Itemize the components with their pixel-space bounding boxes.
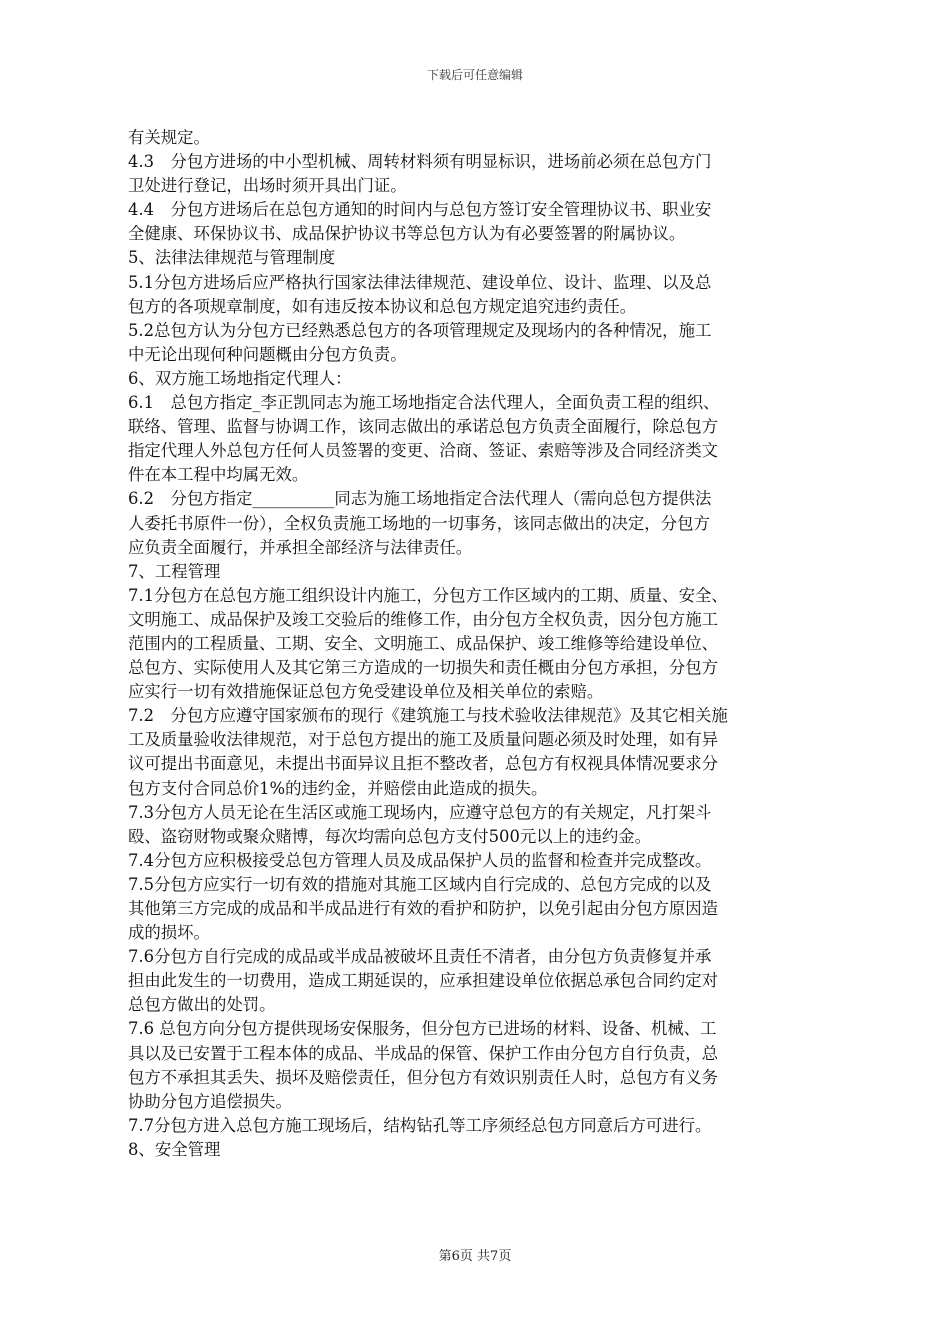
text-line: 4.4 分包方进场后在总包方通知的时间内与总包方签订安全管理协议书、职业安: [128, 200, 712, 220]
text-line: 5.2总包方认为分包方已经熟悉总包方的各项管理规定及现场内的各种情况，施工: [128, 320, 712, 340]
text-line: 殴、盗窃财物或聚众赌博，每次均需向总包方支付500元以上的违约金。: [128, 826, 652, 846]
text-line: 7.6 总包方向分包方提供现场安保服务，但分包方已进场的材料、设备、机械、工: [128, 1019, 717, 1039]
text-line: 7.3分包方人员无论在生活区或施工现场内，应遵守总包方的有关规定，凡打架斗: [128, 802, 712, 822]
text-line: 7.4分包方应积极接受总包方管理人员及成品保护人员的监督和检查并完成整改。: [128, 850, 712, 870]
text-line: 7.6分包方自行完成的成品或半成品被破坏且责任不清者，由分包方负责修复并承: [128, 947, 712, 967]
text-line: 具以及已安置于工程本体的成品、半成品的保管、保护工作由分包方自行负责，总: [128, 1043, 719, 1063]
text-line: 包方不承担其丢失、损坏及赔偿责任，但分包方有效识别责任人时，总包方有义务: [128, 1067, 719, 1087]
text-line: 其他第三方完成的成品和半成品进行有效的看护和防护，以免引起由分包方原因造: [128, 899, 719, 918]
text-line: 6.1 总包方指定_李正凯同志为施工场地指定合法代理人，全面负责工程的组织、: [128, 393, 720, 413]
text-line: 文明施工、成品保护及竣工交验后的维修工作，由分包方全权负责，因分包方施工: [128, 609, 719, 629]
text-line: 件在本工程中均属无效。: [128, 465, 309, 485]
page-header: 下载后可任意编辑: [426, 68, 523, 82]
text-line: 协助分包方追偿损失。: [128, 1091, 292, 1111]
text-line: 7.2 分包方应遵守国家颁布的现行《建筑施工与技术验收法律规范》及其它相关施: [128, 706, 728, 726]
text-line: 包方支付合同总价1%的违约金，并赔偿由此造成的损失。: [128, 778, 548, 798]
text-line: 6.2 分包方指定__________同志为施工场地指定合法代理人（需向总包方提供法: [128, 489, 712, 509]
text-line: 有关规定。: [128, 128, 210, 147]
text-line: 范围内的工程质量、工期、安全、文明施工、成品保护、竣工维修等给建设单位、: [128, 633, 719, 653]
text-line: 联络、管理、监督与协调工作，该同志做出的承诺总包方负责全面履行，除总包方: [128, 417, 719, 437]
text-line: 8、安全管理: [128, 1139, 221, 1159]
text-line: 应实行一切有效措施保证总包方免受建设单位及相关单位的索赔。: [128, 682, 604, 702]
text-line: 应负责全面履行，并承担全部经济与法律责任。: [128, 537, 473, 557]
text-line: 7.5分包方应实行一切有效的措施对其施工区域内自行完成的、总包方完成的以及: [128, 874, 712, 894]
text-line: 议可提出书面意见，未提出书面异议且拒不整改者，总包方有权视具体情况要求分: [128, 754, 719, 774]
text-line: 中无论出现何种问题概由分包方负责。: [128, 344, 407, 364]
text-line: 担由此发生的一切费用，造成工期延误的，应承担建设单位依据总承包合同约定对: [128, 971, 719, 991]
document-body: [128, 126, 824, 1162]
text-line: 包方的各项规章制度，如有违反按本协议和总包方规定追究违约责任。: [128, 296, 637, 316]
text-line: 总包方做出的处罚。: [128, 995, 276, 1015]
text-line: 全健康、环保协议书、成品保护协议书等总包方认为有必要签署的附属协议。: [128, 224, 686, 244]
text-line: 卫处进行登记，出场时须开具出门证。: [128, 176, 407, 196]
page-number: 第6页 共7页: [438, 1249, 512, 1264]
text-line: 成的损坏。: [128, 923, 210, 943]
text-line: 7.7分包方进入总包方施工现场后，结构钻孔等工序须经总包方同意后方可进行。: [128, 1115, 712, 1135]
text-line: 人委托书原件一份），全权负责施工场地的一切事务，该同志做出的决定，分包方: [128, 513, 710, 533]
text-line: 5、法律法律规范与管理制度: [128, 248, 336, 268]
text-line: 指定代理人外总包方任何人员签署的变更、洽商、签证、索赔等涉及合同经济类文: [128, 441, 719, 461]
text-line: 7.1分包方在总包方施工组织设计内施工，分包方工作区域内的工期、质量、安全、: [128, 585, 728, 605]
text-line: 6、双方施工场地指定代理人：: [128, 368, 352, 388]
text-line: 总包方、实际使用人及其它第三方造成的一切损失和责任概由分包方承担，分包方: [128, 658, 719, 678]
text-line: 7、工程管理: [128, 561, 221, 581]
text-line: 5.1分包方进场后应严格执行国家法律法律规范、建设单位、设计、监理、以及总: [128, 272, 712, 292]
text-line: 工及质量验收法律规范，对于总包方提出的施工及质量问题必须及时处理，如有异: [128, 730, 719, 750]
text-line: 4.3 分包方进场的中小型机械、周转材料须有明显标识，进场前必须在总包方门: [128, 152, 712, 172]
